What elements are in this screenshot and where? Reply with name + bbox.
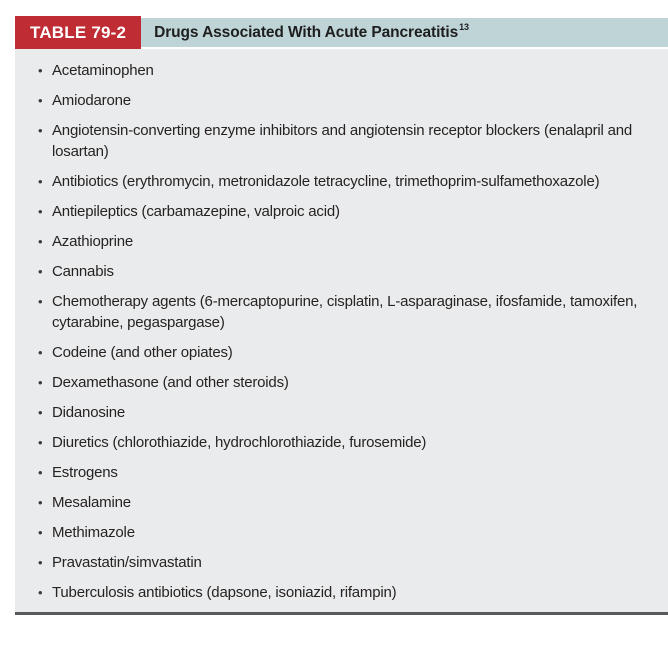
list-item bbox=[15, 552, 662, 573]
item-text: Angiotensin-converting enzyme inhibitors and angiotensin receptor blockers (enalapril and losartan) bbox=[52, 122, 633, 160]
list-item bbox=[15, 291, 662, 333]
item-text: Tuberculosis antibiotics (dapsone, isoniazid, rifampin) bbox=[52, 584, 397, 601]
list-item bbox=[15, 492, 662, 513]
bullet-icon: • bbox=[38, 495, 43, 510]
table-label bbox=[15, 16, 141, 49]
item-text: Antibiotics (erythromycin, metronidazole tetracycline, trimethoprim-sulfamethoxazole) bbox=[52, 173, 600, 190]
list-item bbox=[15, 462, 662, 483]
item-text: Azathioprine bbox=[52, 233, 133, 250]
bullet-icon: • bbox=[38, 585, 43, 600]
item-text: Dexamethasone (and other steroids) bbox=[52, 374, 289, 391]
bullet-icon: • bbox=[38, 123, 43, 138]
bullet-icon: • bbox=[38, 294, 43, 309]
table-title-bar bbox=[141, 18, 668, 47]
bullet-icon: • bbox=[38, 63, 43, 78]
list-item bbox=[15, 342, 662, 363]
list-item bbox=[15, 120, 662, 162]
table-title: Drugs Associated With Acute Pancreatitis$^{13}$ bbox=[154, 22, 469, 41]
list-item bbox=[15, 372, 662, 393]
item-text: Antiepileptics (carbamazepine, valproic acid) bbox=[52, 203, 340, 220]
drug-table bbox=[15, 16, 668, 615]
item-text: Didanosine bbox=[52, 404, 126, 421]
list-item bbox=[15, 582, 662, 603]
item-text: Pravastatin/simvastatin bbox=[52, 554, 202, 571]
bullet-icon: • bbox=[38, 264, 43, 279]
bullet-icon: • bbox=[38, 465, 43, 480]
list-item bbox=[15, 231, 662, 252]
item-text: Acetaminophen bbox=[52, 62, 154, 79]
list-item bbox=[15, 171, 662, 192]
list-item bbox=[15, 201, 662, 222]
table-body bbox=[15, 49, 668, 615]
item-text: Codeine (and other opiates) bbox=[52, 344, 233, 361]
list-item bbox=[15, 402, 662, 423]
bullet-icon: • bbox=[38, 555, 43, 570]
table-header bbox=[15, 16, 668, 49]
list-item bbox=[15, 261, 662, 282]
bullet-icon: • bbox=[38, 204, 43, 219]
table-label-text: TABLE 79-2 bbox=[30, 22, 127, 42]
bullet-icon: • bbox=[38, 93, 43, 108]
list-item bbox=[15, 90, 662, 111]
bullet-icon: • bbox=[38, 174, 43, 189]
bullet-icon: • bbox=[38, 435, 43, 450]
bullet-icon: • bbox=[38, 405, 43, 420]
title-reference-superscript: 13 bbox=[459, 22, 469, 33]
item-text: Mesalamine bbox=[52, 494, 131, 511]
drug-list bbox=[15, 60, 662, 603]
item-text: Amiodarone bbox=[52, 92, 131, 109]
bullet-icon: • bbox=[38, 345, 43, 360]
item-text: Estrogens bbox=[52, 464, 118, 481]
item-text: Cannabis bbox=[52, 263, 114, 280]
item-text: Methimazole bbox=[52, 524, 135, 541]
list-item bbox=[15, 432, 662, 453]
item-text: Chemotherapy agents (6-mercaptopurine, cisplatin, L-asparaginase, ifosfamide, tamoxifen, cytarabine, pegaspargase) bbox=[52, 293, 638, 331]
bullet-icon: • bbox=[38, 525, 43, 540]
list-item bbox=[15, 522, 662, 543]
bullet-icon: • bbox=[38, 234, 43, 249]
bullet-icon: • bbox=[38, 375, 43, 390]
list-item bbox=[15, 60, 662, 81]
item-text: Diuretics (chlorothiazide, hydrochlorothiazide, furosemide) bbox=[52, 434, 427, 451]
